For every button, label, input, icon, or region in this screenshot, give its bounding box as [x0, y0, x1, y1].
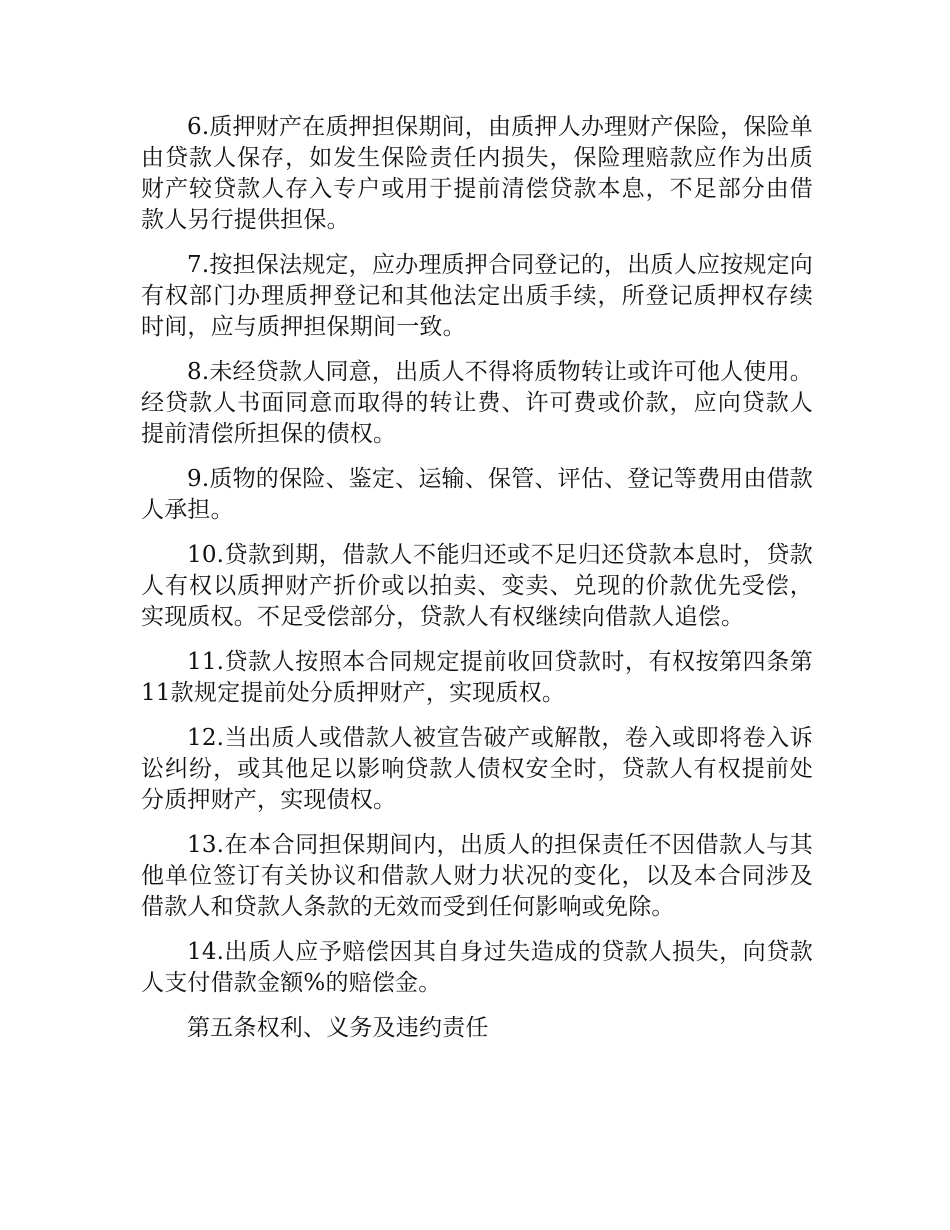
clause-8: 8.未经贷款人同意，出质人不得将质物转让或许可他人使用。经贷款人书面同意而取得的转让费、许可费或价款，应向贷款人提前清偿所担保的债权。: [141, 359, 813, 447]
clause-10: 10.贷款到期，借款人不能归还或不足归还贷款本息时，贷款人有权以质押财产折价或以拍卖、变卖、兑现的价款优先受偿，实现质权。不足受偿部分，贷款人有权继续向借款人追偿。: [141, 542, 813, 630]
clause-11: 11.贷款人按照本合同规定提前收回贷款时，有权按第四条第11款规定提前处分质押财产，实现质权。: [141, 649, 813, 706]
section-heading: 第五条权利、义务及违约责任: [187, 1015, 489, 1041]
clause-13: 13.在本合同担保期间内，出质人的担保责任不因借款人与其他单位签订有关协议和借款人财力状况的变化，以及本合同涉及借款人和贷款人条款的无效而受到任何影响或免除。: [141, 832, 813, 920]
clause-14: 14.出质人应予赔偿因其自身过失造成的贷款人损失，向贷款人支付借款金额%的赔偿金。: [141, 939, 813, 996]
clause-12: 12.当出质人或借款人被宣告破产或解散，卷入或即将卷入诉讼纠纷，或其他足以影响贷款人债权安全时，贷款人有权提前处分质押财产，实现债权。: [141, 725, 813, 813]
clause-6: 6.质押财产在质押担保期间，由质押人办理财产保险，保险单由贷款人保存，如发生保险责任内损失，保险理赔款应作为出质财产较贷款人存入专户或用于提前清偿贷款本息，不足部分由借款人另行提供担保。: [141, 114, 813, 233]
clause-9: 9.质物的保险、鉴定、运输、保管、评估、登记等费用由借款人承担。: [141, 466, 813, 523]
clause-7: 7.按担保法规定，应办理质押合同登记的，出质人应按规定向有权部门办理质押登记和其他法定出质手续，所登记质押权存续时间，应与质押担保期间一致。: [141, 252, 813, 340]
document-body: [141, 112, 813, 1058]
